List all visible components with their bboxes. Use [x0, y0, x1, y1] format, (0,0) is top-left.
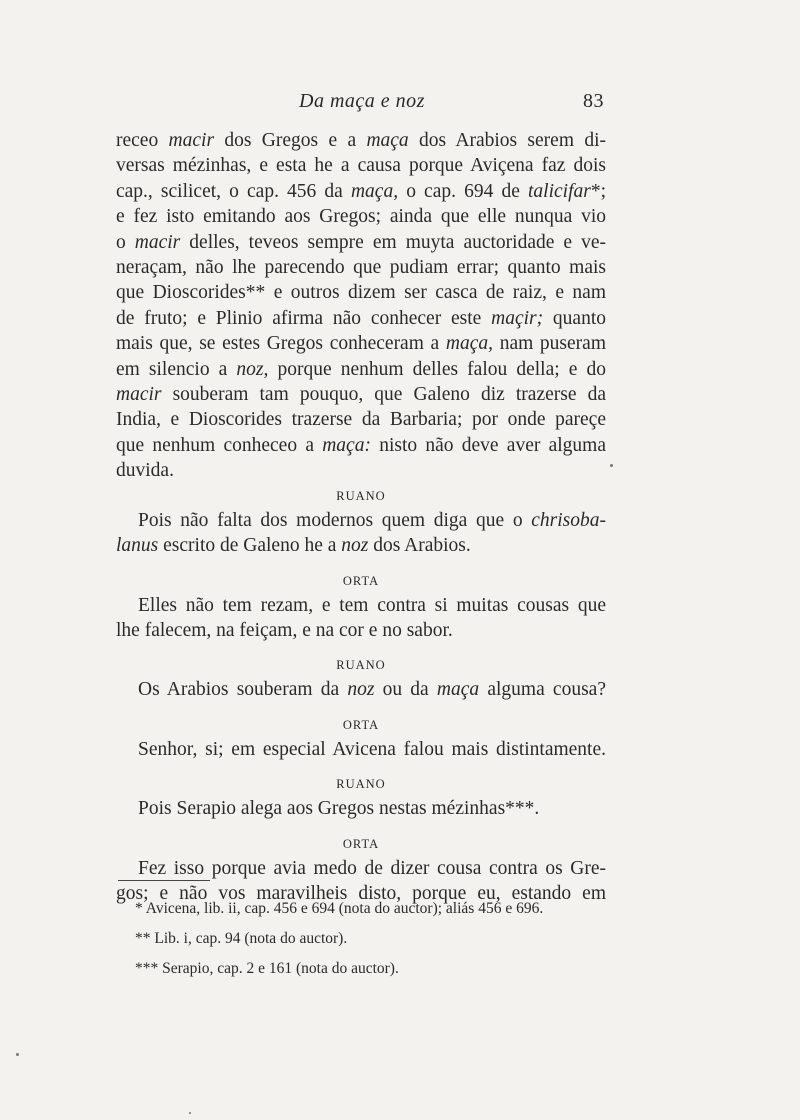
paragraph — [116, 128, 606, 484]
text-line: mais que, se estes Gregos conheceram a maça, nam puseram — [116, 333, 606, 355]
footnote-rule — [118, 880, 210, 881]
text-line: de fruto; e Plinio afirma não conhecer este maçir; quanto — [116, 307, 606, 329]
text-line: cap., scilicet, o cap. 456 da maça, o cap. 694 de talicifar*; — [116, 180, 607, 202]
text-line: Elles não tem rezam, e tem contra si muitas cousas que — [138, 594, 606, 616]
footnote: ** Lib. i, cap. 94 (nota do auctor). — [135, 930, 348, 947]
paper-speck — [189, 1112, 191, 1114]
running-title: Da maça e noz — [299, 90, 425, 112]
text-line: receo macir dos Gregos e a maça dos Arabios serem di- — [116, 130, 606, 151]
paper-speck — [16, 1053, 19, 1056]
dialogue-exchange — [116, 487, 606, 559]
text-line: gos; e não vos maravilheis disto, porque eu, estando em — [116, 882, 606, 904]
speaker-label: ORTA — [342, 573, 380, 588]
text-line: e fez isto emitando aos Gregos; ainda que elle nunqua vio — [116, 206, 606, 228]
dialogue-exchange — [116, 656, 606, 702]
speaker-label: RUANO — [336, 488, 386, 503]
page-header — [0, 90, 800, 120]
text-line: duvida. — [116, 460, 174, 482]
text-line: neraçam, não lhe parecendo que pudiam errar; quanto mais — [116, 257, 606, 279]
text-line: o macir delles, teveos sempre em muyta auctoridade e ve- — [116, 231, 606, 253]
text-line: que Dioscorides** e outros dizem ser casca de raiz, e nam — [116, 282, 606, 304]
text-line: Pois não falta dos modernos quem diga que o chrisoba- — [138, 509, 606, 531]
text-line: em silencio a noz, porque nenhum delles falou della; e do — [116, 358, 606, 380]
text-line: Senhor, si; em especial Avicena falou mais distintamente. — [138, 738, 606, 760]
speaker-label: RUANO — [336, 658, 386, 673]
dialogue-exchange — [116, 775, 606, 821]
speaker-label: ORTA — [342, 836, 380, 851]
dialogue-exchange — [116, 835, 606, 907]
dialogue-exchange — [116, 716, 606, 762]
speaker-label: RUANO — [336, 777, 386, 792]
text-line: India, e Dioscorides trazerse da Barbaria; por onde pareçe — [116, 409, 606, 431]
footnotes — [135, 897, 605, 987]
text-line: macir souberam tam pouquo, que Galeno diz trazerse da — [116, 384, 606, 406]
page-body — [116, 128, 606, 906]
footnote: * Avicena, lib. ii, cap. 456 e 694 (nota do auctor); aliás 456 e 696. — [135, 900, 544, 917]
page-number: 83 — [583, 90, 604, 112]
text-line: Fez isso porque avia medo de dizer cousa contra os Gre- — [138, 857, 606, 879]
dialogue-exchange — [116, 572, 606, 644]
text-line: lhe falecem, na feiçam, e na cor e no sabor. — [116, 619, 453, 641]
text-line: lanus escrito de Galeno he a noz dos Arabios. — [116, 535, 471, 557]
text-line: Pois Serapio alega aos Gregos nestas mézinhas***. — [138, 798, 540, 820]
text-line: Os Arabios souberam da noz ou da maça alguma cousa? — [138, 679, 606, 701]
speaker-label: ORTA — [342, 717, 380, 732]
text-line: versas mézinhas, e esta he a causa porque Aviçena faz dois — [116, 155, 606, 177]
footnote: *** Serapio, cap. 2 e 161 (nota do auctor). — [135, 960, 399, 977]
text-line: que nenhum conheceo a maça: nisto não deve aver alguma — [116, 434, 606, 456]
paper-speck — [610, 464, 613, 467]
